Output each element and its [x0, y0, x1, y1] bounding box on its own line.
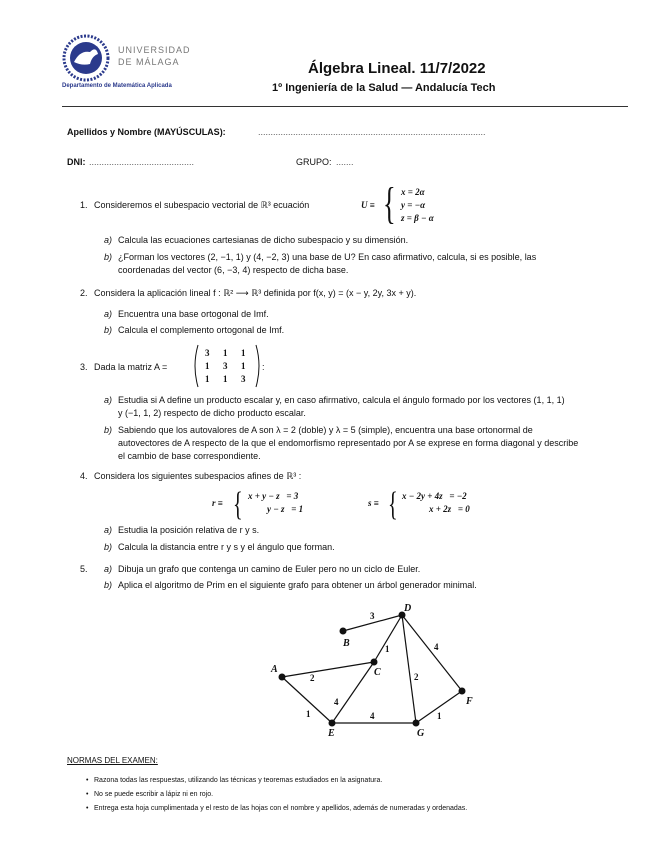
q1-U: U ≡ [361, 200, 375, 210]
q2-b-label: b) [104, 325, 113, 335]
q1-b-text1: ¿Forman los vectores (2, −1, 1) y (4, −2, 3) una base de U? En caso afirmativo, calcula, si es posible, las [118, 252, 537, 262]
matrix-cell: 1 [223, 348, 228, 358]
weight-label: 1 [385, 644, 390, 654]
exam-title: Álgebra Lineal. 11/7/2022 [308, 60, 486, 77]
q5-a-text: Dibuja un grafo que contenga un camino de Euler pero no un ciclo de Euler. [118, 564, 421, 574]
matrix-cell: 3 [241, 374, 246, 384]
matrix-cell: 1 [205, 361, 210, 371]
q2-a-label: a) [104, 309, 113, 319]
q3-colon: : [262, 362, 265, 372]
matrix-cell: 1 [223, 374, 228, 384]
edge-CE [332, 662, 374, 723]
norms-title: NORMAS DEL EXAMEN: [67, 756, 158, 765]
university-name-line1: UNIVERSIDAD [118, 45, 191, 55]
q3-matrix [192, 344, 262, 388]
label-node: B [343, 638, 350, 649]
q1-eq3: z = β − α [401, 213, 434, 223]
weight-label: 1 [306, 709, 311, 719]
dni-field[interactable]: .......................................... [89, 157, 195, 167]
q3-a-label: a) [104, 395, 113, 405]
q3-text: Dada la matriz A = [94, 362, 168, 372]
graph [260, 598, 490, 743]
matrix-cell: 1 [241, 348, 246, 358]
q1-brace: { [383, 179, 396, 228]
q1-b-label: b) [104, 252, 113, 262]
s-eq2: x + 2z = 0 [429, 504, 470, 514]
q4-a-label: a) [104, 525, 113, 535]
university-name-line2: DE MÁLAGA [118, 57, 180, 67]
q3-b-text3: el cambio de base correspondiente. [118, 451, 261, 461]
matrix-cell: 1 [241, 361, 246, 371]
department-name: Departamento de Matemática Aplicada [62, 83, 172, 89]
q1-a-label: a) [104, 235, 113, 245]
weight-label: 4 [370, 711, 375, 721]
s-brace: { [388, 486, 398, 523]
q3-b-text1: Sabiendo que los autovalores de A son λ = 2 (doble) y λ = 5 (simple), encuentra una base ortonormal de [118, 425, 533, 435]
q3-b-label: b) [104, 425, 113, 435]
q2-b-text: Calcula el complemento ortogonal de Imf. [118, 325, 285, 335]
q1-b-text2: coordenadas del vector (6, −3, 4) respecto de dicha base. [118, 265, 349, 275]
node-E [329, 720, 336, 727]
edge-DF [402, 615, 462, 691]
weight-label: 3 [370, 611, 375, 621]
weight-label: 4 [434, 642, 439, 652]
q2-a-text: Encuentra una base ortogonal de Imf. [118, 309, 269, 319]
s-eq1: x − 2y + 4z = −2 [402, 491, 467, 501]
edge-DG [402, 615, 416, 723]
weight-label: 2 [310, 673, 315, 683]
r-eq2: y − z = 1 [267, 504, 304, 514]
q4-b-text: Calcula la distancia entre r y s y el ángulo que forman. [118, 542, 335, 552]
name-label: Apellidos y Nombre (MAYÚSCULAS): [67, 127, 226, 137]
r-label: r ≡ [212, 498, 223, 508]
name-field[interactable]: ........................................................................................... [258, 127, 486, 137]
r-brace: { [233, 486, 243, 523]
matrix-cell: 3 [223, 361, 228, 371]
grupo-field[interactable]: ....... [336, 157, 354, 167]
label-node: F [466, 696, 473, 707]
matrix-cell: 3 [205, 348, 210, 358]
label-node: G [417, 728, 425, 739]
node-A [279, 674, 286, 681]
q3-number: 3. [80, 362, 88, 372]
q4-b-label: b) [104, 542, 113, 552]
q4-a-text: Estudia la posición relativa de r y s. [118, 525, 260, 535]
q5-b-label: b) [104, 580, 113, 590]
node-C [371, 659, 378, 666]
q1-text: Consideremos el subespacio vectorial de ℝ³ ecuación [94, 200, 310, 210]
q1-eq2: y = −α [401, 200, 426, 210]
q1-number: 1. [80, 200, 88, 210]
label-node: A [271, 664, 278, 675]
q3-b-text2: autovectores de A respecto de la que el endomorfismo representado por A se exprese en forma diagonal y describe [118, 438, 579, 448]
label-node: C [374, 667, 381, 678]
q2-number: 2. [80, 288, 88, 298]
dni-label: DNI: [67, 157, 86, 167]
weight-label: 1 [437, 711, 442, 721]
r-eq1: x + y − z = 3 [248, 491, 299, 501]
node-F [459, 688, 466, 695]
q5-number: 5. [80, 564, 88, 574]
q1-a-text: Calcula las ecuaciones cartesianas de dicho subespacio y su dimensión. [118, 235, 409, 245]
header-divider [62, 106, 628, 107]
university-seal-logo [60, 34, 112, 82]
q5-a-label: a) [104, 564, 113, 574]
weight-label: 2 [414, 672, 419, 682]
q3-a-text2: y (−1, 1, 2) respecto de dicho producto escalar. [118, 408, 306, 418]
label-node: E [328, 728, 335, 739]
grupo-label: GRUPO: [296, 157, 332, 167]
q1-eq1: x = 2α [401, 187, 425, 197]
node-G [413, 720, 420, 727]
edge-AC [282, 662, 374, 677]
q3-a-text1: Estudia si A define un producto escalar y, en caso afirmativo, calcula el ángulo formado por los vectores (1, 1, 1) [118, 395, 565, 405]
s-label: s ≡ [368, 498, 379, 508]
q5-b-text: Aplica el algoritmo de Prim en el siguiente grafo para obtener un árbol generador minimal. [118, 580, 477, 590]
matrix-cell: 1 [205, 374, 210, 384]
weight-label: 4 [334, 697, 339, 707]
node-B [340, 628, 347, 635]
q4-number: 4. [80, 471, 88, 481]
exam-subtitle: 1º Ingeniería de la Salud — Andalucía Tech [272, 82, 496, 94]
q4-text: Considera los siguientes subespacios afines de ℝ³ : [94, 471, 302, 481]
q2-text: Considera la aplicación lineal f : ℝ² ⟶ ℝ³ definida por f(x, y) = (x − y, 2y, 3x + y). [94, 288, 417, 298]
label-node: D [404, 603, 412, 614]
